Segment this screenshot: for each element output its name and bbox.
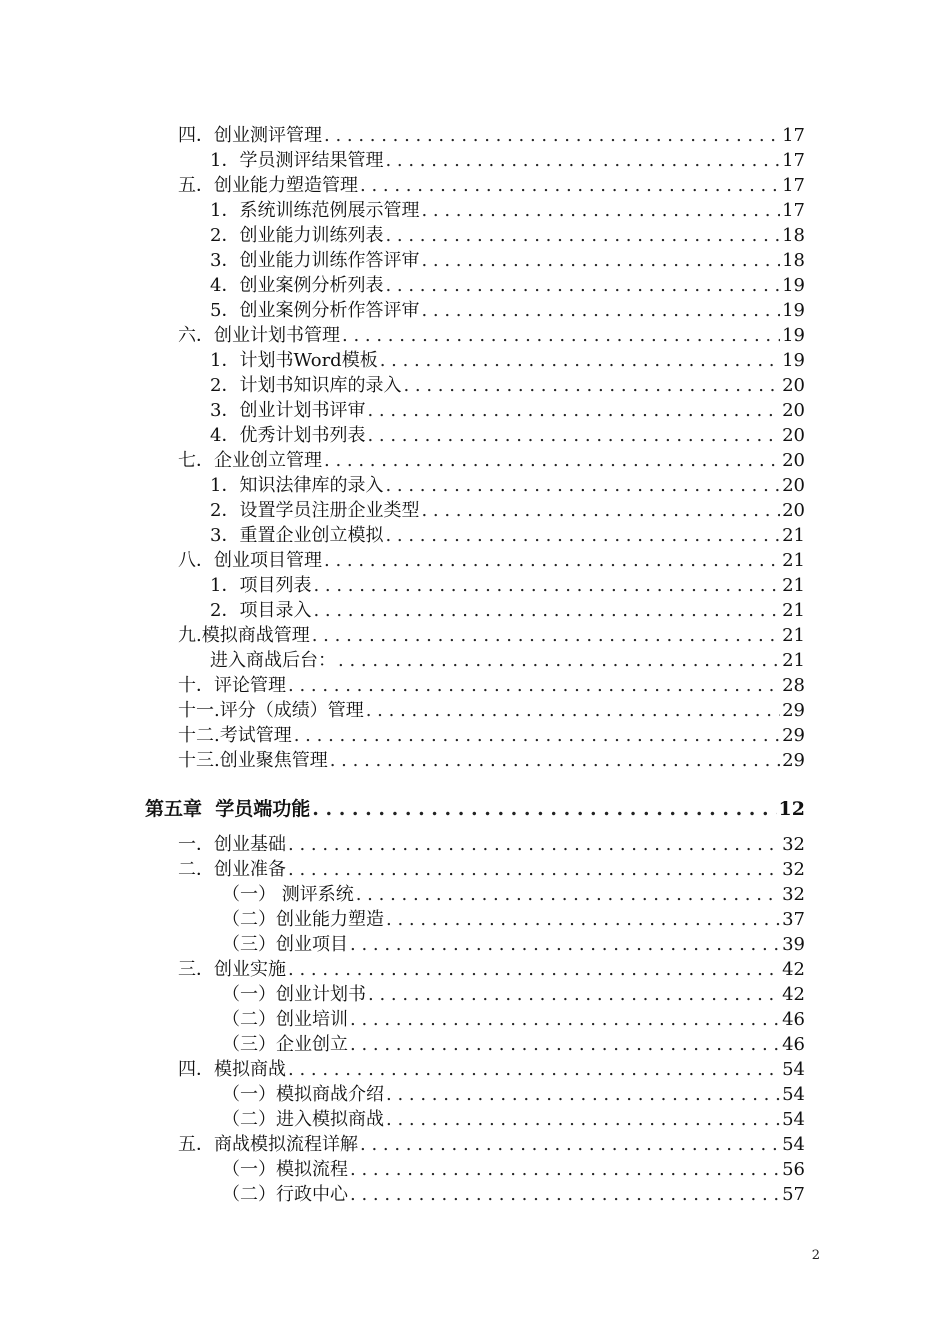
toc-entry[interactable]	[210, 599, 805, 623]
toc-entry[interactable]	[222, 933, 805, 957]
toc-entry-page: 32	[782, 884, 805, 905]
toc-entry[interactable]	[178, 174, 805, 198]
toc-entry[interactable]	[210, 149, 805, 173]
toc-dot-leader	[350, 1008, 780, 1032]
toc-dot-leader	[313, 599, 780, 623]
toc-entry[interactable]	[210, 349, 805, 373]
toc-entry-label: 二．创业准备	[178, 859, 286, 880]
toc-entry[interactable]	[210, 274, 805, 298]
toc-entry-label: 2．设置学员注册企业类型	[210, 500, 420, 521]
toc-entry-page: 17	[782, 175, 805, 196]
toc-entry-page: 29	[782, 700, 805, 721]
toc-entry[interactable]	[222, 1108, 805, 1132]
toc-entry-page: 17	[782, 150, 805, 171]
toc-entry-label: 2．创业能力训练列表	[210, 225, 384, 246]
toc-entry-label: 十一.评分（成绩）管理	[178, 700, 364, 721]
toc-entry-page: 21	[782, 600, 805, 621]
toc-entry-label: 十二.考试管理	[178, 725, 292, 746]
toc-entry-label: 五．商战模拟流程详解	[178, 1134, 358, 1155]
toc-entry-page: 17	[782, 125, 805, 146]
toc-entry[interactable]	[210, 374, 805, 398]
toc-entry-page: 20	[782, 375, 805, 396]
toc-entry-label: （二）行政中心	[222, 1184, 348, 1205]
toc-entry-page: 56	[782, 1159, 805, 1180]
toc-entry[interactable]	[210, 399, 805, 423]
toc-entry-label: 十．评论管理	[178, 675, 286, 696]
toc-entry[interactable]	[210, 474, 805, 498]
toc-dot-leader	[288, 858, 780, 882]
toc-entry[interactable]	[178, 1058, 805, 1082]
toc-entry-label: 4．优秀计划书列表	[210, 425, 366, 446]
toc-entry[interactable]	[178, 124, 805, 148]
toc-entry[interactable]	[222, 1183, 805, 1207]
toc-entry-label: 七．企业创立管理	[178, 450, 322, 471]
toc-entry-label: （二）进入模拟商战	[222, 1109, 384, 1130]
toc-entry[interactable]	[222, 1083, 805, 1107]
toc-entry-page: 20	[782, 450, 805, 471]
toc-dot-leader	[385, 274, 780, 298]
toc-entry[interactable]	[210, 649, 805, 673]
toc-entry-page: 19	[782, 325, 805, 346]
toc-entry-label: 1．项目列表	[210, 575, 312, 596]
toc-entry-label: 进入商战后台：	[210, 650, 336, 671]
toc-entry[interactable]	[222, 1008, 805, 1032]
toc-dot-leader	[338, 649, 780, 673]
toc-entry-page: 12	[778, 798, 805, 820]
toc-dot-leader	[360, 174, 780, 198]
toc-entry-label: 五．创业能力塑造管理	[178, 175, 358, 196]
toc-entry-page: 20	[782, 425, 805, 446]
toc-entry-label: 2．计划书知识库的录入	[210, 375, 402, 396]
toc-entry-page: 54	[782, 1084, 805, 1105]
toc-entry-page: 32	[782, 859, 805, 880]
toc-entry-label: 九.模拟商战管理	[178, 625, 310, 646]
toc-entry-label: （一） 测评系统	[222, 884, 354, 905]
toc-entry[interactable]	[178, 724, 805, 748]
toc-entry-label: 四．创业测评管理	[178, 125, 322, 146]
toc-dot-leader	[366, 699, 780, 723]
toc-entry-label: 六．创业计划书管理	[178, 325, 340, 346]
toc-entry-page: 29	[782, 725, 805, 746]
toc-dot-leader	[386, 1108, 780, 1132]
toc-entry-page: 54	[782, 1134, 805, 1155]
toc-dot-leader	[288, 833, 780, 857]
toc-dot-leader	[324, 124, 780, 148]
toc-entry-page: 39	[782, 934, 805, 955]
toc-entry-label: 1．系统训练范例展示管理	[210, 200, 420, 221]
toc-dot-leader	[385, 224, 780, 248]
toc-entry-page: 42	[782, 959, 805, 980]
toc-entry-label: 1．学员测评结果管理	[210, 150, 384, 171]
toc-dot-leader	[288, 1058, 780, 1082]
toc-dot-leader	[421, 499, 780, 523]
toc-entry[interactable]	[178, 958, 805, 982]
toc-entry-page: 17	[782, 200, 805, 221]
toc-entry-label: 四．模拟商战	[178, 1059, 286, 1080]
toc-entry-page: 19	[782, 350, 805, 371]
toc-entry-label: （一）模拟商战介绍	[222, 1084, 384, 1105]
toc-dot-leader	[324, 449, 780, 473]
toc-entry[interactable]	[178, 1133, 805, 1157]
toc-dot-leader	[342, 324, 780, 348]
toc-dot-leader	[330, 749, 780, 773]
toc-entry-page: 20	[782, 400, 805, 421]
toc-entry-label: （二）创业能力塑造	[222, 909, 384, 930]
toc-entry-label: （三）创业项目	[222, 934, 348, 955]
page-number: 2	[811, 1248, 820, 1263]
toc-dot-leader	[312, 624, 780, 648]
toc-entry-page: 54	[782, 1109, 805, 1130]
toc-entry-page: 29	[782, 750, 805, 771]
toc-entry[interactable]	[222, 1033, 805, 1057]
toc-entry-label: 2．项目录入	[210, 600, 312, 621]
toc-entry-page: 28	[782, 675, 805, 696]
toc-dot-leader	[350, 933, 780, 957]
toc-entry-label: 1．计划书Word模板	[210, 350, 378, 371]
toc-entry[interactable]	[178, 674, 805, 698]
toc-entry-label: 第五章 学员端功能	[145, 798, 311, 820]
toc-dot-leader	[385, 149, 780, 173]
toc-entry[interactable]	[178, 549, 805, 573]
toc-entry[interactable]	[210, 499, 805, 523]
toc-entry-label: 一．创业基础	[178, 834, 286, 855]
toc-entry-label: 3．重置企业创立模拟	[210, 525, 384, 546]
toc-entry-page: 42	[782, 984, 805, 1005]
toc-entry-page: 32	[782, 834, 805, 855]
toc-dot-leader	[360, 1133, 780, 1157]
toc-entry-label: 3．创业能力训练作答评审	[210, 250, 420, 271]
toc-dot-leader	[288, 674, 780, 698]
toc-entry-label: 5．创业案例分析作答评审	[210, 300, 420, 321]
toc-dot-leader	[421, 199, 780, 223]
toc-dot-leader	[380, 349, 780, 373]
toc-entry-page: 20	[782, 475, 805, 496]
toc-entry-label: 1．知识法律库的录入	[210, 475, 384, 496]
toc-entry-page: 20	[782, 500, 805, 521]
toc-entry-label: （一）创业计划书	[222, 984, 366, 1005]
toc-dot-leader	[385, 474, 780, 498]
toc-dot-leader	[350, 1158, 780, 1182]
toc-dot-leader	[350, 1033, 780, 1057]
toc-dot-leader	[367, 399, 780, 423]
toc-dot-leader	[421, 249, 780, 273]
toc-entry-page: 19	[782, 300, 805, 321]
toc-entry[interactable]	[178, 624, 805, 648]
toc-dot-leader	[312, 797, 776, 821]
toc-entry[interactable]	[210, 199, 805, 223]
toc-entry-page: 19	[782, 275, 805, 296]
toc-entry-label: 三．创业实施	[178, 959, 286, 980]
toc-entry-page: 46	[782, 1034, 805, 1055]
toc-entry-label: （三）企业创立	[222, 1034, 348, 1055]
toc-entry-label: （一）模拟流程	[222, 1159, 348, 1180]
toc-entry-page: 21	[782, 625, 805, 646]
toc-entry[interactable]	[210, 524, 805, 548]
toc-entry[interactable]	[210, 249, 805, 273]
toc-dot-leader	[294, 724, 780, 748]
toc-chapter-entry[interactable]	[145, 797, 805, 821]
toc-entry[interactable]	[210, 574, 805, 598]
toc-entry-page: 54	[782, 1059, 805, 1080]
toc-dot-leader	[386, 1083, 780, 1107]
toc-entry[interactable]	[178, 749, 805, 773]
toc-dot-leader	[367, 424, 780, 448]
toc-entry[interactable]	[210, 224, 805, 248]
toc-entry[interactable]	[178, 833, 805, 857]
toc-entry-label: 4．创业案例分析列表	[210, 275, 384, 296]
toc-entry[interactable]	[222, 1158, 805, 1182]
toc-entry-page: 21	[782, 525, 805, 546]
toc-dot-leader	[403, 374, 780, 398]
toc-entry-label: 八．创业项目管理	[178, 550, 322, 571]
toc-entry-page: 46	[782, 1009, 805, 1030]
toc-entry-page: 21	[782, 575, 805, 596]
toc-entry-label: 3．创业计划书评审	[210, 400, 366, 421]
toc-dot-leader	[356, 883, 780, 907]
toc-entry-page: 37	[782, 909, 805, 930]
toc-entry[interactable]	[178, 699, 805, 723]
toc-dot-leader	[421, 299, 780, 323]
toc-entry-page: 18	[782, 250, 805, 271]
toc-entry[interactable]	[178, 858, 805, 882]
toc-dot-leader	[368, 983, 780, 1007]
toc-dot-leader	[385, 524, 780, 548]
toc-dot-leader	[288, 958, 780, 982]
toc-entry[interactable]	[222, 908, 805, 932]
toc-entry[interactable]	[210, 424, 805, 448]
toc-entry-page: 57	[782, 1184, 805, 1205]
toc-entry[interactable]	[222, 983, 805, 1007]
toc-entry-page: 21	[782, 650, 805, 671]
toc-entry[interactable]	[210, 299, 805, 323]
toc-entry-page: 21	[782, 550, 805, 571]
toc-entry-label: （二）创业培训	[222, 1009, 348, 1030]
toc-entry[interactable]	[222, 883, 805, 907]
toc-dot-leader	[313, 574, 780, 598]
toc-dot-leader	[386, 908, 780, 932]
toc-entry-label: 十三.创业聚焦管理	[178, 750, 328, 771]
toc-entry[interactable]	[178, 449, 805, 473]
toc-dot-leader	[350, 1183, 780, 1207]
toc-dot-leader	[324, 549, 780, 573]
toc-entry[interactable]	[178, 324, 805, 348]
toc-entry-page: 18	[782, 225, 805, 246]
